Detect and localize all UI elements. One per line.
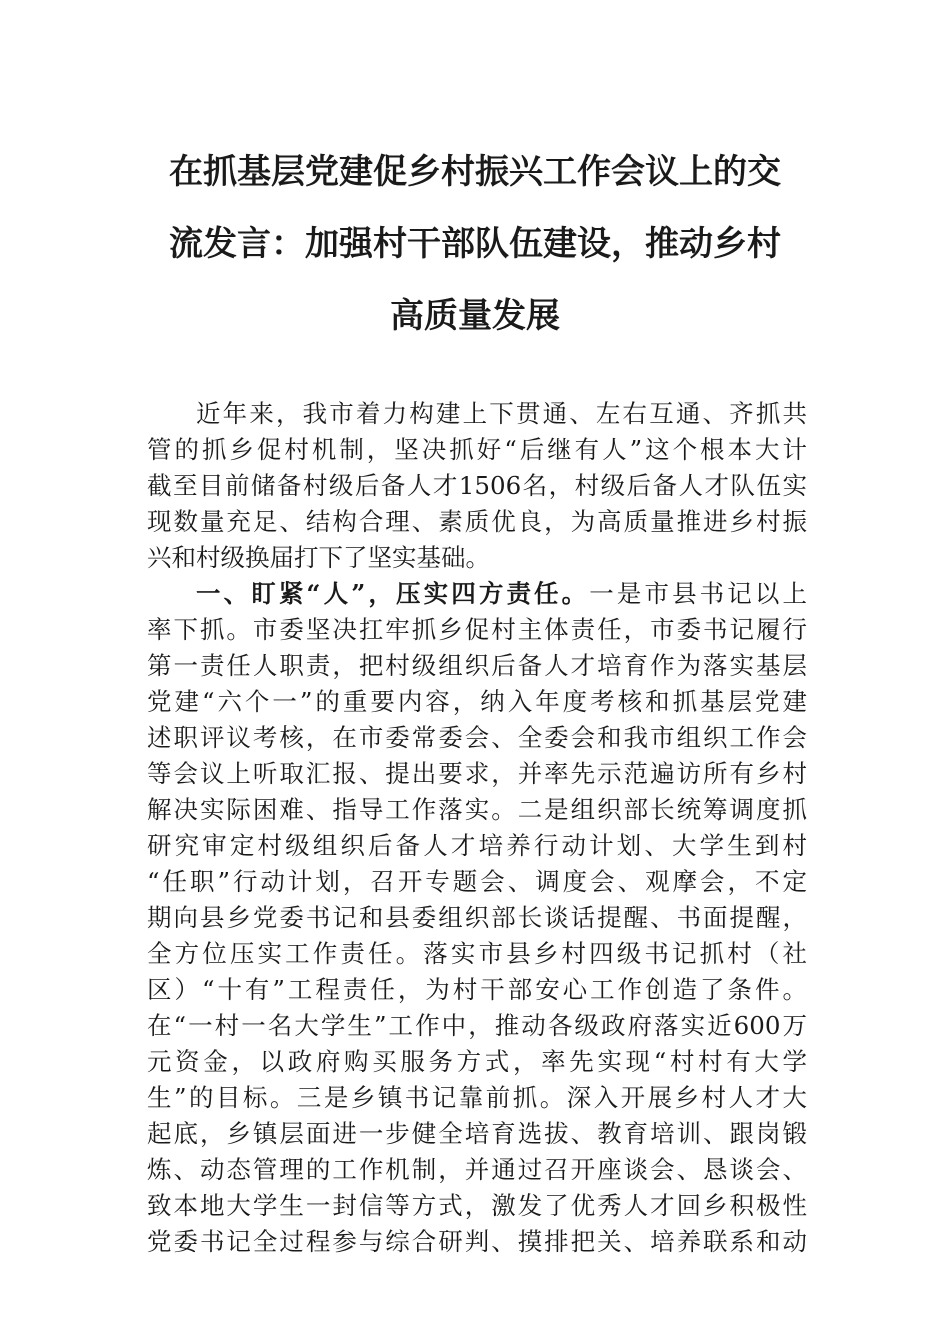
section-first-line-text: 一是市县书记以上	[589, 579, 808, 608]
paragraph-line: “任职”行动计划，召开专题会、调度会、观摩会，不定	[147, 867, 807, 896]
paragraph-line: 率下抓。市委坚决扛牢抓乡促村主体责任，市委书记履行	[147, 615, 807, 644]
paragraph-line: 全方位压实工作责任。落实市县乡村四级书记抓村（社	[147, 939, 807, 968]
paragraph-line: 党委书记全过程参与综合研判、摸排把关、培养联系和动	[147, 1227, 807, 1256]
paragraph-line: 第一责任人职责，把村级组织后备人才培育作为落实基层	[147, 651, 807, 680]
paragraph-line: 研究审定村级组织后备人才培养行动计划、大学生到村	[147, 831, 807, 860]
paragraph-line: 述职评议考核，在市委常委会、全委会和我市组织工作会	[147, 723, 807, 752]
document-body	[147, 396, 807, 1260]
paragraph-line: 炼、动态管理的工作机制，并通过召开座谈会、恳谈会、	[147, 1155, 807, 1184]
title-line-1: 在抓基层党建促乡村振兴工作会议上的交	[169, 152, 781, 192]
paragraph-line: 元资金，以政府购买服务方式，率先实现“村村有大学	[147, 1047, 807, 1076]
paragraph-line: 截至目前储备村级后备人才1506名，村级后备人才队伍实	[147, 471, 807, 500]
paragraph-line: 解决实际困难、指导工作落实。二是组织部长统筹调度抓	[147, 795, 807, 824]
intro-paragraph	[147, 396, 807, 576]
paragraph-line: 区）“十有”工程责任，为村干部安心工作创造了条件。	[147, 975, 807, 1004]
paragraph-line: 现数量充足、结构合理、素质优良，为高质量推进乡村振	[147, 507, 807, 536]
paragraph-line: 等会议上听取汇报、提出要求，并率先示范遍访所有乡村	[147, 759, 807, 788]
section-first-line	[147, 576, 807, 612]
paragraph-line: 致本地大学生一封信等方式，激发了优秀人才回乡积极性	[147, 1191, 807, 1220]
title-line-3: 高质量发展	[390, 296, 560, 336]
section-heading: 一、盯紧“人”，压实四方责任。	[196, 579, 590, 608]
paragraph-line: 近年来，我市着力构建上下贯通、左右互通、齐抓共	[196, 399, 807, 428]
paragraph-line: 在“一村一名大学生”工作中，推动各级政府落实近600万	[147, 1011, 807, 1040]
document-title	[140, 136, 810, 352]
paragraph-line: 起底，乡镇层面进一步健全培育选拔、教育培训、跟岗锻	[147, 1119, 807, 1148]
title-line-2: 流发言：加强村干部队伍建设，推动乡村	[169, 224, 781, 264]
paragraph-line: 管的抓乡促村机制，坚决抓好“后继有人”这个根本大计	[147, 435, 807, 464]
paragraph-line: 期向县乡党委书记和县委组织部长谈话提醒、书面提醒，	[147, 903, 807, 932]
section-one-paragraph	[147, 576, 807, 1260]
paragraph-line: 生”的目标。三是乡镇书记靠前抓。深入开展乡村人才大	[147, 1083, 807, 1112]
paragraph-line: 党建“六个一”的重要内容，纳入年度考核和抓基层党建	[147, 687, 807, 716]
paragraph-line: 兴和村级换届打下了坚实基础。	[147, 543, 490, 572]
